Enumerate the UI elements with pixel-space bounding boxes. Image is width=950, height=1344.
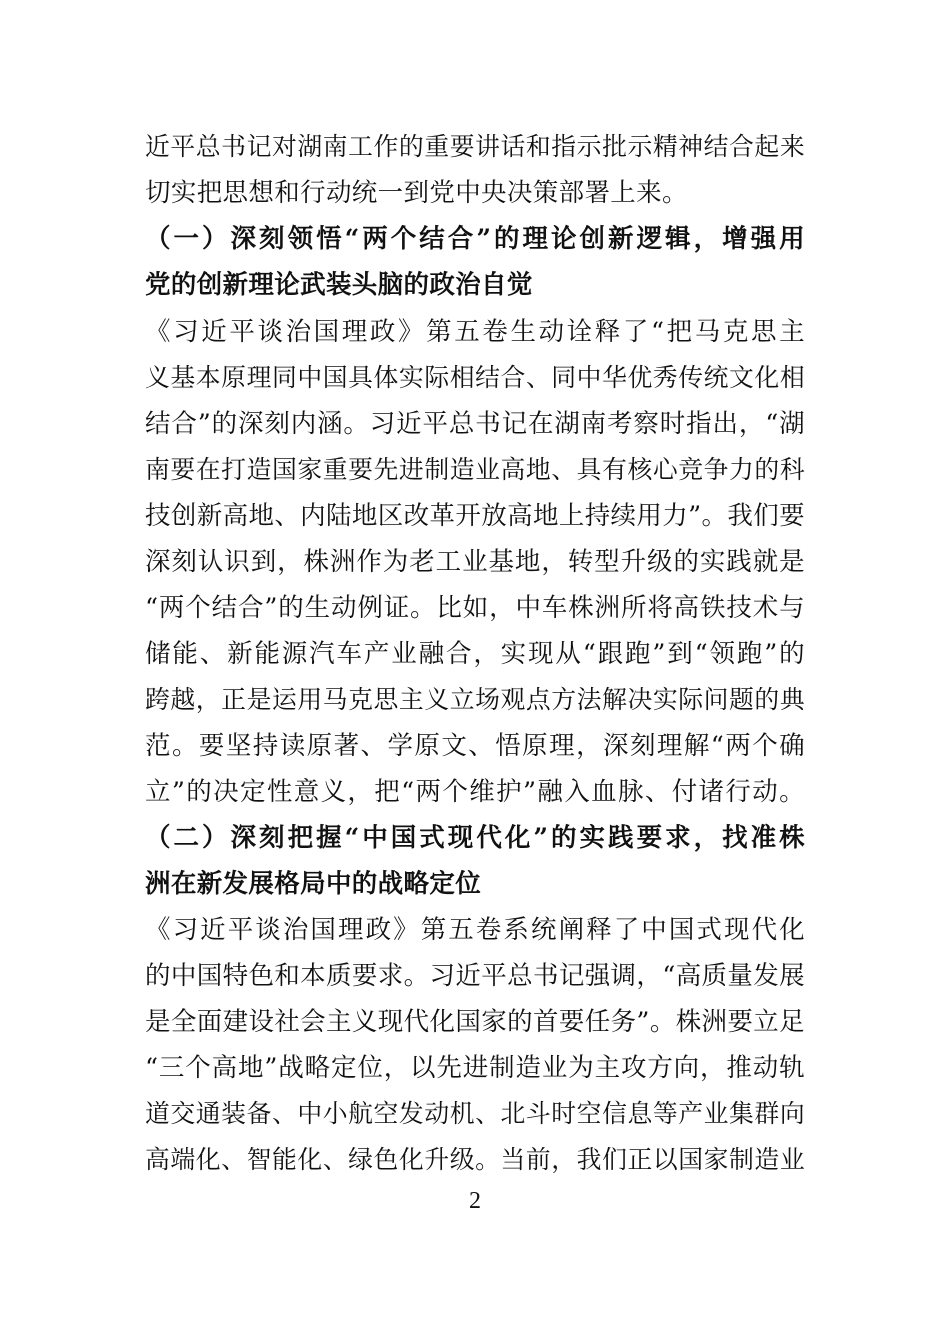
body-line: 技创新高地、内陆地区改革开放高地上持续用力”。我们要: [145, 501, 805, 531]
body-line: 高端化、智能化、绿色化升级。当前，我们正以国家制造业: [145, 1145, 805, 1174]
page-number: 2: [469, 1188, 481, 1214]
body-line: 结合”的深刻内涵。习近平总书记在湖南考察时指出，“湖: [145, 409, 805, 439]
body-line: 立”的决定性意义，把“两个维护”融入血脉、付诸行动。: [145, 777, 805, 807]
body-line: 的中国特色和本质要求。习近平总书记强调，“高质量发展: [145, 961, 805, 991]
body-line: “三个高地”战略定位，以先进制造业为主攻方向，推动轨: [145, 1053, 805, 1083]
section-heading-2: （二）深刻把握“中国式现代化”的实践要求，找准株: [145, 823, 805, 853]
body-line: 《习近平谈治国理政》第五卷生动诠释了“把马克思主: [145, 317, 805, 347]
section-heading-1: （一）深刻领悟“两个结合”的理论创新逻辑，增强用: [145, 224, 805, 254]
body-line: 《习近平谈治国理政》第五卷系统阐释了中国式现代化: [145, 915, 805, 945]
body-line: 储能、新能源汽车产业融合，实现从“跟跑”到“领跑”的: [145, 639, 805, 669]
body-line: “两个结合”的生动例证。比如，中车株洲所将高铁技术与: [145, 593, 805, 623]
section-heading-1-cont: 党的创新理论武装头脑的政治自觉: [145, 270, 533, 300]
body-line: 道交通装备、中小航空发动机、北斗时空信息等产业集群向: [145, 1099, 805, 1128]
body-line: 南要在打造国家重要先进制造业高地、具有核心竞争力的科: [145, 455, 805, 484]
body-line: 切实把思想和行动统一到党中央决策部署上来。: [145, 178, 688, 208]
body-line: 是全面建设社会主义现代化国家的首要任务”。株洲要立足: [145, 1007, 805, 1037]
body-line: 深刻认识到，株洲作为老工业基地，转型升级的实践就是: [145, 547, 805, 577]
body-line: 近平总书记对湖南工作的重要讲话和指示批示精神结合起来: [145, 132, 805, 161]
body-line: 义基本原理同中国具体实际相结合、同中华优秀传统文化相: [145, 363, 805, 392]
body-line: 跨越，正是运用马克思主义立场观点方法解决实际问题的典: [145, 685, 805, 714]
body-line: 范。要坚持读原著、学原文、悟原理，深刻理解“两个确: [145, 731, 805, 761]
section-heading-2-cont: 洲在新发展格局中的战略定位: [145, 869, 482, 899]
